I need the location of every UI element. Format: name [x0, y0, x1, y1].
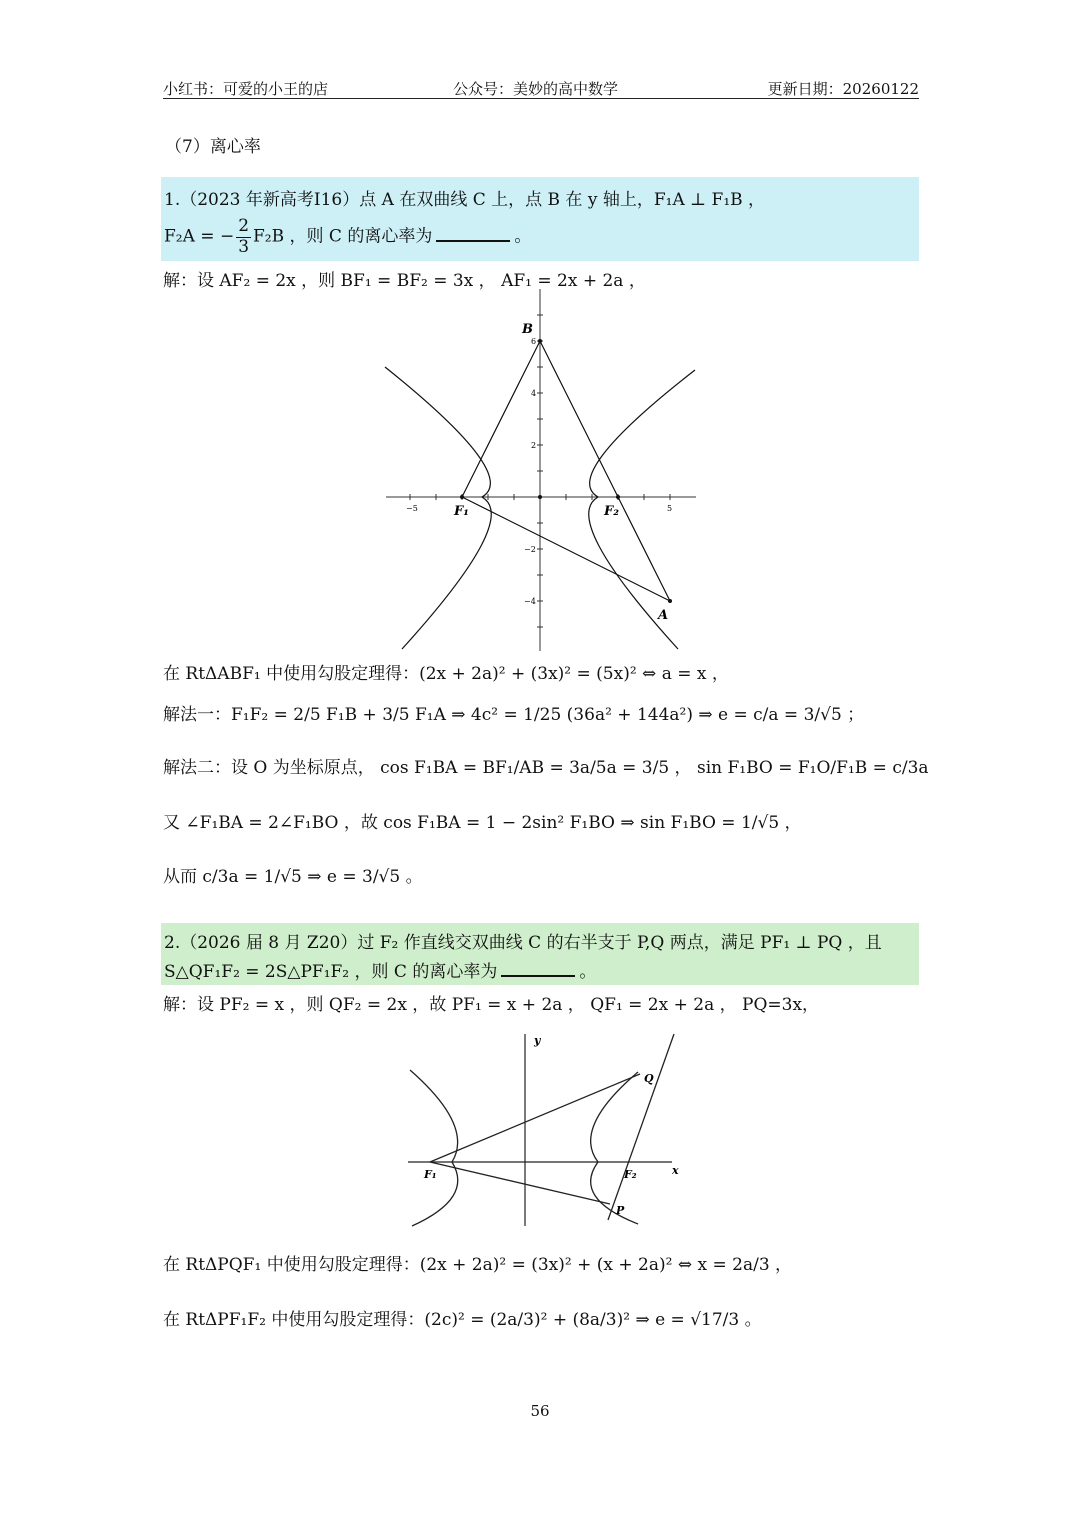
problem-2-line2: S△QF₁F₂ = 2S△PF₁F₂ ，则 C 的离心率为 。 — [164, 962, 597, 982]
label-F2: F₂ — [624, 1168, 637, 1181]
label-A: A — [658, 608, 669, 623]
problem-1-line1: 1.（2023 年新高考Ⅰ16）点 A 在双曲线 C 上，点 B 在 y 轴上，F₁A ⊥ F₁B ， — [164, 190, 766, 210]
problem-2-line1: 2.（2026 届 8 月 Z20）过 F₂ 作直线交双曲线 C 的右半支于 P,Q 两点，满足 PF₁ ⊥ PQ ，且 — [164, 933, 882, 953]
problem-2-box — [161, 923, 919, 985]
y-tick-label: 4 — [531, 389, 537, 398]
label-P: P — [616, 1204, 625, 1217]
solution-2-setup: 解：设 PF₂ = x ，则 QF₂ = 2x ，故 PF₁ = x + 2a ， QF₁ = 2x + 2a ， PQ=3x， — [163, 995, 820, 1015]
solution-1-setup: 解：设 AF₂ = 2x ，则 BF₁ = BF₂ = 3x ， AF₁ = 2x + 2a ， — [163, 271, 646, 291]
solution-1-method-1 — [163, 700, 864, 725]
line-PQ — [608, 1034, 674, 1220]
hyperbola-left-branch — [410, 1070, 458, 1226]
label-B: B — [522, 322, 533, 337]
method-2-formula: 设 O 为坐标原点， cos F₁BA = BF₁/AB = 3a/5a = 3/5 ， sin F₁BO = F₁O/F₁B = c/3a — [231, 758, 929, 778]
point-B — [538, 339, 542, 343]
fraction: $\frac{2}{3}$ — [238, 216, 250, 257]
header-left: 小红书：可爱的小王的店 — [163, 80, 329, 98]
label-F1: F₁ — [454, 504, 469, 519]
solution-1-method-2 — [163, 753, 929, 778]
segment-BF1 — [462, 341, 540, 497]
label-Q: Q — [644, 1072, 654, 1085]
solution-2-pythagoras-2: 在 RtΔPF₁F₂ 中使用勾股定理得：(2c)² = (2a/3)² + (8a/3)² ⇒ e = √17/3 。 — [163, 1310, 762, 1330]
problem-1-line2: F₂A = − $\frac{2}{3}$ F₂B ，则 C 的离心率为 。 — [164, 216, 532, 257]
page-header — [163, 78, 919, 99]
segment-F1A — [462, 497, 673, 601]
y-tick-label: 6 — [531, 337, 537, 346]
solution-1-conclusion: 从而 c/3a = 1/√5 ⇒ e = 3/√5 。 — [163, 867, 423, 887]
y-tick-label: 2 — [531, 441, 537, 450]
x-tick-label: −5 — [406, 504, 418, 513]
hyperbola-left-branch — [385, 367, 491, 649]
method-1-formula: F₁F₂ = 2/5 F₁B + 3/5 F₁A ⇒ 4c² = 1/25 (36a² + 144a²) ⇒ e = c/a = 3/√5 ； — [231, 705, 865, 725]
point-A — [668, 599, 672, 603]
x-tick-label: 5 — [667, 504, 673, 513]
section-title: （7）离心率 — [165, 137, 261, 157]
method-1-label: 解法一： — [163, 705, 231, 725]
y-tick-label: −4 — [524, 597, 536, 606]
header-middle: 公众号：美妙的高中数学 — [453, 80, 619, 98]
method-2-label: 解法二： — [163, 758, 231, 778]
header-right: 更新日期：20260122 — [767, 80, 919, 98]
problem-2-condition: S△QF₁F₂ = 2S△PF₁F₂ ，则 C 的离心率为 — [164, 962, 498, 982]
point-origin — [538, 495, 542, 499]
answer-blank[interactable] — [436, 226, 510, 242]
label-F1: F₁ — [424, 1168, 437, 1181]
solution-1-pythagoras: 在 RtΔABF₁ 中使用勾股定理得：(2x + 2a)² + (3x)² = (5x)² ⇔ a = x ， — [163, 664, 729, 684]
problem-1-eq-left: F₂A = − — [164, 226, 235, 247]
solution-1-method-2-continued: 又 ∠F₁BA = 2∠F₁BO ，故 cos F₁BA = 1 − 2sin² F₁BO ⇒ sin F₁BO = 1/√5 ， — [163, 813, 802, 833]
figure-2-hyperbola — [400, 1030, 690, 1228]
point-F1 — [460, 495, 464, 499]
y-tick-label: −2 — [524, 545, 536, 554]
problem-1-eq-right: F₂B ，则 C 的离心率为 — [253, 226, 433, 247]
page-number: 56 — [530, 1402, 550, 1420]
answer-blank[interactable] — [501, 961, 575, 977]
segment-BA — [540, 341, 673, 601]
segment-F1Q — [430, 1074, 640, 1162]
problem-1-box — [161, 177, 919, 261]
point-F2 — [616, 495, 620, 499]
axis-label-y: y — [534, 1034, 541, 1047]
label-F2: F₂ — [604, 504, 619, 519]
solution-2-pythagoras-1: 在 RtΔPQF₁ 中使用勾股定理得：(2x + 2a)² = (3x)² + (x + 2a)² ⇔ x = 2a/3 ， — [163, 1255, 793, 1275]
figure-1-hyperbola — [380, 285, 702, 655]
axis-label-x: x — [672, 1164, 679, 1177]
